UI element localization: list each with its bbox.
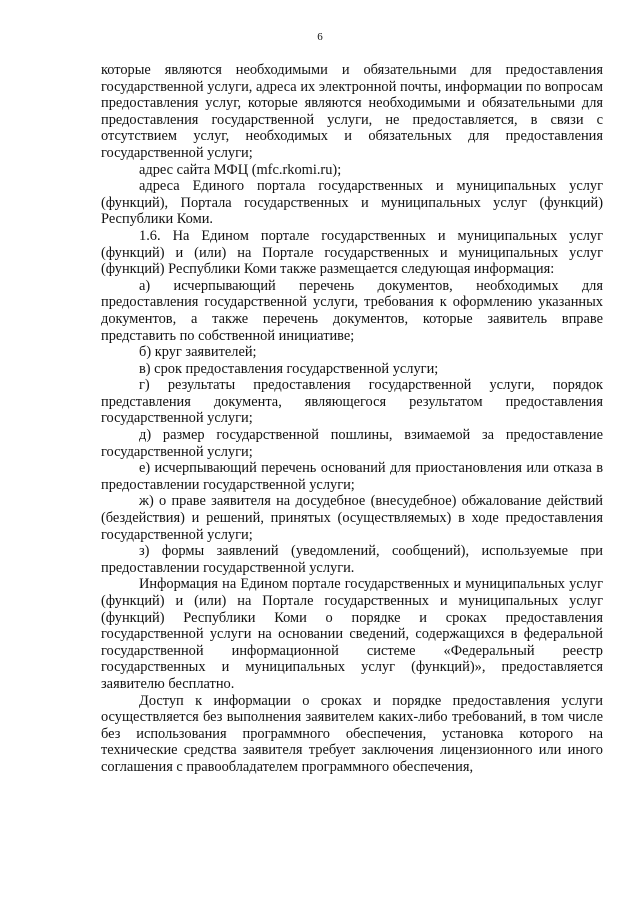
list-item-g: г) результаты предоставления государственной услуги, порядок представления документа, являющегося результатом предоставления государственной услуги; xyxy=(101,377,603,427)
paragraph-portal-addresses: адреса Единого портала государственных и муниципальных услуг (функций), Портала государственных и муниципальных услуг (функций) Республики Коми. xyxy=(101,178,603,228)
list-item-e: е) исчерпывающий перечень оснований для приостановления или отказа в предоставлении государственной услуги; xyxy=(101,460,603,493)
paragraph-mfc-site: адрес сайта МФЦ (mfc.rkomi.ru); xyxy=(139,161,342,178)
page-number: 6 xyxy=(317,31,323,43)
list-item-z: з) формы заявлений (уведомлений, сообщений), используемые при предоставлении государственной услуги. xyxy=(101,543,603,576)
paragraph-section-1-6: 1.6. На Едином портале государственных и муниципальных услуг (функций) и (или) на Портале государственных и муниципальных услуг (функций) Республики Коми также размещается следующая информация: xyxy=(101,227,603,278)
list-item-d: д) размер государственной пошлины, взимаемой за предоставление государственной услуги; xyxy=(101,427,603,460)
list-item-v: в) срок предоставления государственной услуги; xyxy=(139,360,439,377)
list-item-a: а) исчерпывающий перечень документов, необходимых для предоставления государственной услуги, требования к оформлению указанных документов, а также перечень документов, которые заявитель вправе представить по собственной инициативе; xyxy=(101,277,603,344)
paragraph-continuation: которые являются необходимыми и обязательными для предоставления государственной услуги, адреса их электронной почты, информации по вопросам предоставления услуг, которые являются необходимыми и обязательными для предоставления государственной услуги, не предоставляется, в связи с отсутствием услуг, необходимых и обязательных для предоставления государственной услуги; xyxy=(101,62,603,161)
paragraph-access-info: Доступ к информации о сроках и порядке предоставления услуги осуществляется без выполнения заявителем каких-либо требований, в том числе без использования программного обеспечения, установка которого на технические средства заявителя требует заключения лицензионного или иного соглашения с правообладателем программного обеспечения, xyxy=(101,692,603,775)
list-item-b: б) круг заявителей; xyxy=(139,344,257,361)
paragraph-portal-info: Информация на Едином портале государственных и муниципальных услуг (функций) и (или) на Портале государственных и муниципальных услуг (функций) Республики Коми о порядке и сроках предоставления государственной услуги на основании сведений, содержащихся в федеральной государственной информационной системе «Федеральный реестр государственных и муниципальных услуг (функций)», предоставляется заявителю бесплатно. xyxy=(101,576,603,692)
list-item-zh: ж) о праве заявителя на досудебное (внесудебное) обжалование действий (бездействия) и решений, принятых (осуществляемых) в ходе предоставления государственной услуги; xyxy=(101,493,603,543)
document-body xyxy=(101,62,603,776)
